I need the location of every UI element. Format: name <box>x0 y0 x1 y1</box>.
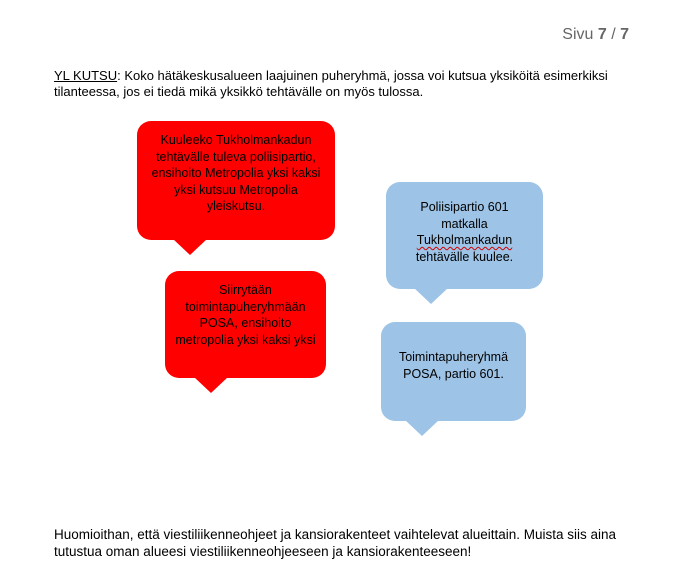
page-number-prefix: Sivu <box>562 26 598 43</box>
speech-bubble-dispatch-call <box>137 121 335 240</box>
speech-bubble-tail <box>414 288 448 304</box>
footer-note: Huomioithan, että viestiliikenneohjeet ja kansiorakenteet vaihtelevat alueittain. Muista siis aina tutustua oman alueesi viestiliikenneohjeeseen ja kansiorakenteeseen! <box>54 527 617 559</box>
speech-bubble-tail <box>405 420 439 436</box>
spellcheck-word: Tukholmankadun <box>416 233 513 247</box>
speech-bubble-tail <box>173 239 207 255</box>
intro-term: YL KUTSU <box>54 68 118 83</box>
page-number-separator: / <box>606 26 621 43</box>
speech-bubble-text <box>396 199 533 265</box>
page-number-total: 7 <box>620 26 629 43</box>
speech-bubble-police-ack <box>381 322 526 421</box>
speech-bubble-text: Siirrytään toimintapuheryhmään POSA, ensihoito metropolia yksi kaksi yksi <box>175 283 316 347</box>
speech-bubble-text-before: Poliisipartio 601 matkalla <box>420 200 509 231</box>
page-number <box>562 26 629 44</box>
speech-bubble-tail <box>194 377 228 393</box>
intro-text: : Koko hätäkeskusalueen laajuinen puheryhmä, jossa voi kutsua yksiköitä esimerkiksi tilanteessa, jos ei tiedä mikä yksikkö tehtävälle on myös tulossa. <box>54 68 608 99</box>
intro-paragraph <box>54 68 634 100</box>
speech-bubble-switch-group <box>165 271 326 378</box>
speech-bubble-police-reply <box>386 182 543 289</box>
speech-bubble-text: Toimintapuheryhmä POSA, partio 601. <box>398 350 509 381</box>
page-number-current: 7 <box>597 26 607 43</box>
speech-bubble-text: Kuuleeko Tukholmankadun tehtävälle tuleva poliisipartio, ensihoito Metropolia yksi kaksi yksi kutsuu Metropolia yleiskutsu. <box>151 133 321 213</box>
speech-bubble-text-after: tehtävälle kuulee. <box>415 249 514 264</box>
